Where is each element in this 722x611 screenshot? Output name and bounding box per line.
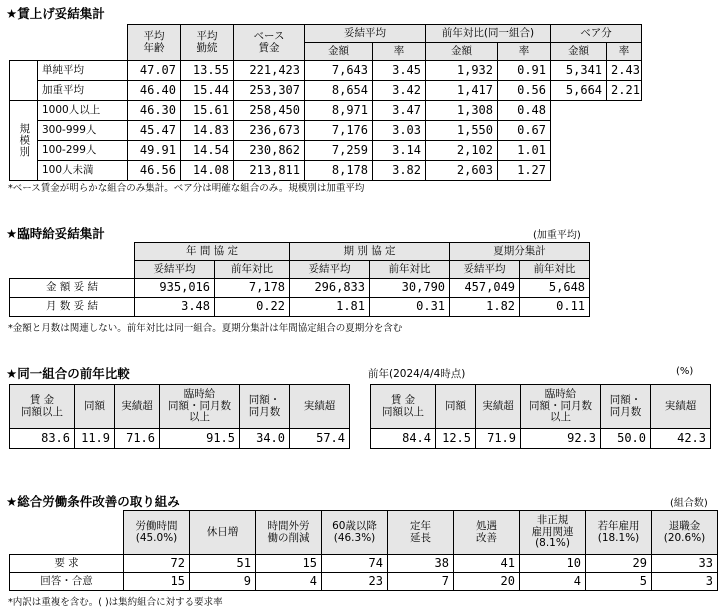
- cell-settle-amount: 7,259: [305, 141, 373, 161]
- cell-value: 33: [652, 555, 718, 573]
- cell-prev-amount: 1,308: [426, 101, 498, 121]
- cell-age: 46.40: [128, 81, 181, 101]
- cell-value: 51: [190, 555, 256, 573]
- header-bonus-exceed: 実績超: [290, 385, 350, 429]
- cell-prev-amount: 1,932: [426, 61, 498, 81]
- header-wage-same-or-more: 賃 金 同額以上: [371, 385, 436, 429]
- sub-amount: 金額: [426, 43, 498, 61]
- row-label: 300-999人: [38, 121, 128, 141]
- cell-value: 57.4: [290, 429, 350, 449]
- header-nonregular-employment: 非正規 雇用関連 (8.1%): [520, 511, 586, 555]
- cell-value: 92.3: [521, 429, 601, 449]
- cell-base: 258,450: [234, 101, 305, 121]
- previous-comparison-table: [370, 384, 711, 449]
- wage-settlement-table: [9, 24, 642, 181]
- cell-value: 72: [124, 555, 190, 573]
- cell-value: 7,178: [215, 279, 290, 298]
- header-prev-year: 前年対比(同一組合): [426, 25, 551, 43]
- header-period: 期 別 協 定: [290, 243, 450, 261]
- cell-value: 5: [586, 573, 652, 591]
- row-label: 100人未満: [38, 161, 128, 181]
- cell-age: 47.07: [128, 61, 181, 81]
- cell-settle-rate: 3.03: [373, 121, 426, 141]
- percent-unit: (%): [676, 366, 694, 377]
- header-base-wage: ベース 賃金: [234, 25, 305, 61]
- header-working-hours: 労働時間 (45.0%): [124, 511, 190, 555]
- header-annual: 年 間 協 定: [135, 243, 290, 261]
- cell-age: 45.47: [128, 121, 181, 141]
- cell-value: 9: [190, 573, 256, 591]
- header-retirement-extension: 定年 延長: [388, 511, 454, 555]
- header-same: 同額: [75, 385, 115, 429]
- cell-tenure: 15.61: [181, 101, 234, 121]
- table-row: [371, 429, 711, 449]
- row-label: 加重平均: [38, 81, 128, 101]
- cell-prev-rate: 0.67: [498, 121, 551, 141]
- table-row: [10, 429, 350, 449]
- cell-prev-rate: 1.01: [498, 141, 551, 161]
- cell-value: 20: [454, 573, 520, 591]
- header-treatment-improvement: 処遇 改善: [454, 511, 520, 555]
- sub-rate: 率: [607, 43, 642, 61]
- cell-tenure: 14.83: [181, 121, 234, 141]
- cell-age: 46.30: [128, 101, 181, 121]
- table-row: [10, 573, 718, 591]
- header-base-up: ベア分: [551, 25, 642, 43]
- cell-value: 3: [652, 573, 718, 591]
- sub-settle-avg: 妥結平均: [135, 261, 215, 279]
- table-row: [10, 141, 642, 161]
- header-same: 同額: [436, 385, 476, 429]
- table-row: [10, 81, 642, 101]
- cell-value: 91.5: [160, 429, 240, 449]
- table-row: [10, 161, 642, 181]
- cell-prev-rate: 1.27: [498, 161, 551, 181]
- header-youth-employment: 若年雇用 (18.1%): [586, 511, 652, 555]
- cell-tenure: 15.44: [181, 81, 234, 101]
- cell-baseup-rate: 2.21: [607, 81, 642, 101]
- cell-tenure: 14.08: [181, 161, 234, 181]
- header-bonus-same: 同額・ 同月数: [601, 385, 651, 429]
- cell-base: 253,307: [234, 81, 305, 101]
- cell-base: 221,423: [234, 61, 305, 81]
- sub-prev-year: 前年対比: [215, 261, 290, 279]
- cell-settle-amount: 7,643: [305, 61, 373, 81]
- cell-value: 71.6: [115, 429, 160, 449]
- cell-baseup-amount: 5,664: [551, 81, 607, 101]
- sub-amount: 金額: [305, 43, 373, 61]
- header-exceed: 実績超: [476, 385, 521, 429]
- cell-base: 230,862: [234, 141, 305, 161]
- cell-value: 1.81: [290, 298, 370, 317]
- cell-value: 71.9: [476, 429, 521, 449]
- cell-prev-amount: 1,417: [426, 81, 498, 101]
- cell-age: 49.91: [128, 141, 181, 161]
- row-label: 回答・合意: [10, 573, 124, 591]
- cell-value: 34.0: [240, 429, 290, 449]
- cell-settle-rate: 3.42: [373, 81, 426, 101]
- row-label: 100-299人: [38, 141, 128, 161]
- header-settlement-avg: 妥結平均: [305, 25, 426, 43]
- cell-baseup-rate: 2.43: [607, 61, 642, 81]
- cell-settle-rate: 3.82: [373, 161, 426, 181]
- cell-value: 41: [454, 555, 520, 573]
- header-more-holidays: 休日増: [190, 511, 256, 555]
- wage-note: *ベース賃金が明らかな組合のみ集計。ベア分は明確な組合のみ。規模別は加重平均: [8, 183, 365, 194]
- cell-settle-amount: 8,971: [305, 101, 373, 121]
- cell-settle-rate: 3.47: [373, 101, 426, 121]
- same-union-title: ★同一組合の前年比較: [6, 366, 130, 381]
- cell-value: 0.11: [520, 298, 590, 317]
- sub-rate: 率: [373, 43, 426, 61]
- working-conditions-title: ★総合労働条件改善の取り組み: [6, 494, 180, 509]
- cell-value: 84.4: [371, 429, 436, 449]
- row-label: 金 額 妥 結: [10, 279, 135, 298]
- sub-amount: 金額: [551, 43, 607, 61]
- cell-value: 7: [388, 573, 454, 591]
- cell-value: 83.6: [10, 429, 75, 449]
- cell-value: 0.22: [215, 298, 290, 317]
- table-row: [10, 121, 642, 141]
- current-comparison-table: [9, 384, 350, 449]
- header-exceed: 実績超: [115, 385, 160, 429]
- header-bonus-same-or-more: 臨時給 同額・同月数 以上: [160, 385, 240, 429]
- row-label: 1000人以上: [38, 101, 128, 121]
- size-side-label: 規模別: [10, 101, 38, 181]
- table-row: [10, 279, 590, 298]
- cell-age: 46.56: [128, 161, 181, 181]
- cell-base: 236,673: [234, 121, 305, 141]
- header-after-60: 60歳以降 (46.3%): [322, 511, 388, 555]
- wage-settlement-title: ★賃上げ妥結集計: [6, 6, 105, 21]
- sub-rate: 率: [498, 43, 551, 61]
- cell-prev-amount: 1,550: [426, 121, 498, 141]
- cell-value: 15: [124, 573, 190, 591]
- cell-baseup-amount: 5,341: [551, 61, 607, 81]
- sub-prev-year: 前年対比: [370, 261, 450, 279]
- cell-value: 935,016: [135, 279, 215, 298]
- header-retirement-allowance: 退職金 (20.6%): [652, 511, 718, 555]
- cell-value: 12.5: [436, 429, 476, 449]
- cell-value: 50.0: [601, 429, 651, 449]
- header-bonus-same-or-more: 臨時給 同額・同月数 以上: [521, 385, 601, 429]
- union-count-unit: (組合数): [670, 498, 708, 509]
- working-conditions-table: [9, 510, 718, 591]
- cell-value: 3.48: [135, 298, 215, 317]
- prev-year-title: 前年(2024/4/4時点): [368, 368, 466, 380]
- bonus-note: *金額と月数は関連しない。前年対比は同一組合。夏期分集計は年間協定組合の夏期分を含む: [8, 323, 403, 334]
- cell-settle-rate: 3.14: [373, 141, 426, 161]
- cell-tenure: 13.55: [181, 61, 234, 81]
- cell-prev-amount: 2,102: [426, 141, 498, 161]
- bonus-settlement-title: ★臨時給妥結集計: [6, 226, 105, 241]
- header-tenure: 平均 勤続: [181, 25, 234, 61]
- cell-settle-amount: 7,176: [305, 121, 373, 141]
- sub-settle-avg: 妥結平均: [450, 261, 520, 279]
- header-bonus-exceed: 実績超: [651, 385, 711, 429]
- cell-settle-amount: 8,654: [305, 81, 373, 101]
- header-wage-same-or-more: 賃 金 同額以上: [10, 385, 75, 429]
- cell-value: 42.3: [651, 429, 711, 449]
- cell-value: 5,648: [520, 279, 590, 298]
- working-conditions-note: *内訳は重複を含む。( )は集約組合に対する要求率: [8, 597, 223, 608]
- row-label: 月 数 妥 結: [10, 298, 135, 317]
- cell-base: 213,811: [234, 161, 305, 181]
- table-row: [10, 101, 642, 121]
- header-summer: 夏期分集計: [450, 243, 590, 261]
- bonus-unit: (加重平均): [533, 230, 581, 241]
- cell-value: 1.82: [450, 298, 520, 317]
- cell-prev-rate: 0.48: [498, 101, 551, 121]
- cell-value: 74: [322, 555, 388, 573]
- header-bonus-same: 同額・ 同月数: [240, 385, 290, 429]
- cell-value: 23: [322, 573, 388, 591]
- cell-value: 29: [586, 555, 652, 573]
- cell-value: 38: [388, 555, 454, 573]
- sub-settle-avg: 妥結平均: [290, 261, 370, 279]
- cell-settle-rate: 3.45: [373, 61, 426, 81]
- table-row: [10, 298, 590, 317]
- cell-value: 30,790: [370, 279, 450, 298]
- row-label: 要 求: [10, 555, 124, 573]
- cell-prev-rate: 0.56: [498, 81, 551, 101]
- cell-value: 457,049: [450, 279, 520, 298]
- cell-prev-rate: 0.91: [498, 61, 551, 81]
- cell-value: 11.9: [75, 429, 115, 449]
- cell-tenure: 14.54: [181, 141, 234, 161]
- cell-settle-amount: 8,178: [305, 161, 373, 181]
- sub-prev-year: 前年対比: [520, 261, 590, 279]
- cell-value: 296,833: [290, 279, 370, 298]
- table-row: [10, 61, 642, 81]
- bonus-settlement-table: [9, 242, 590, 317]
- table-row: [10, 555, 718, 573]
- header-age: 平均 年齢: [128, 25, 181, 61]
- cell-value: 4: [256, 573, 322, 591]
- cell-value: 15: [256, 555, 322, 573]
- header-overtime-reduction: 時間外労 働の削減: [256, 511, 322, 555]
- row-label: 単純平均: [38, 61, 128, 81]
- cell-value: 0.31: [370, 298, 450, 317]
- cell-prev-amount: 2,603: [426, 161, 498, 181]
- cell-value: 10: [520, 555, 586, 573]
- cell-value: 4: [520, 573, 586, 591]
